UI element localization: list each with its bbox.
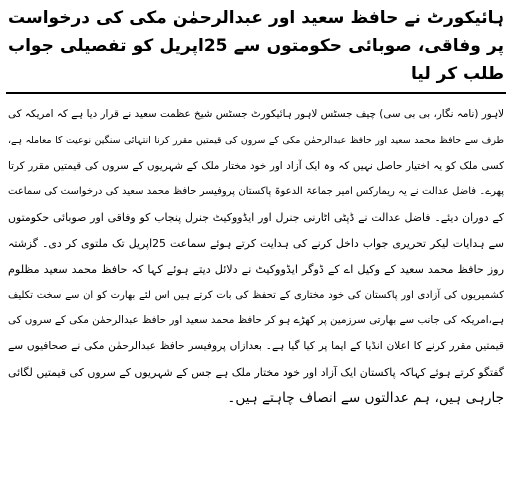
headline-divider bbox=[6, 92, 506, 94]
body-line: طرف سے حافظ محمد سعید اور حافظ عبدالرحمٰن مکی کے سروں کی قیمتیں مقرر کرنا انتہائی سنگین نوعیت کا معاملہ ہے، bbox=[8, 134, 504, 146]
body-line: ہے،امریکہ کی جانب سے بھارتی سرزمین پر کھڑے ہو کر حافظ محمد سعید اور حافظ عبدالرحمٰن مکی کے سروں کی bbox=[8, 314, 504, 327]
article-body bbox=[6, 102, 506, 412]
body-line: کشمیریوں کی آزادی اور پاکستان کی خود مختاری کے تحفظ کی بات کرتے ہیں اس لئے بھارت کو ان سے سخت تکلیف bbox=[8, 289, 504, 301]
body-line: لاہور (نامہ نگار، بی بی سی) چیف جسٹس لاہور ہائیکورٹ جسٹس شیخ عظمت سعید نے قرار دیا ہے کہ امریکہ کی bbox=[8, 108, 504, 120]
news-article bbox=[6, 4, 506, 412]
body-line: پھرے۔ فاضل عدالت نے یہ ریمارکس امیر جماعۃ الدعوۃ پاکستان پروفیسر حافظ محمد سعید کی درخواست کی سماعت bbox=[8, 186, 504, 198]
body-line: گفتگو کرتے ہوئے کہاکہ پاکستان ایک آزاد اور خود مختار ملک ہے جس کے شہریوں کے سروں کی قیمتیں لگائی bbox=[8, 365, 504, 379]
body-line: جارہی ہیں، ہم عدالتوں سے انصاف چاہتے ہیں۔ bbox=[227, 389, 504, 406]
body-line: قیمتیں مقرر کرنے کا اعلان انڈیا کے ایما پر کیا گیا ہے۔ بعدازاں پروفیسر حافظ عبدالرحمٰن مکی نے صحافیوں سے bbox=[8, 340, 504, 353]
body-line: سے ہدایات لیکر تحریری جواب داخل کرنے کی ہدایت کرتے ہوئے سماعت 25اپریل تک ملتوی کر دی۔ گزشتہ bbox=[8, 236, 504, 250]
body-line: روز حافظ محمد سعید کے وکیل اے کے ڈوگر ایڈووکیٹ نے دلائل دیتے ہوئے کہا کہ حافظ محمد سعید مظلوم bbox=[8, 262, 504, 276]
article-headline: ہائیکورٹ نے حافظ سعید اور عبدالرحمٰن مکی کی درخواست پر وفاقی، صوبائی حکومتوں سے 25اپریل کو تفصیلی جواب طلب کر لیا bbox=[8, 8, 504, 84]
body-line: کے دوران دیئے۔ فاضل عدالت نے ڈپٹی اٹارنی جنرل اور ایڈووکیٹ جنرل پنجاب کو وفاقی اور صوبائی حکومتوں bbox=[8, 211, 504, 225]
body-line: کسی ملک کو یہ اختیار حاصل نہیں کہ وہ ایک آزاد اور خود مختار ملک کے شہریوں کے سروں کی قیمتیں مقرر کرتا bbox=[8, 159, 504, 172]
